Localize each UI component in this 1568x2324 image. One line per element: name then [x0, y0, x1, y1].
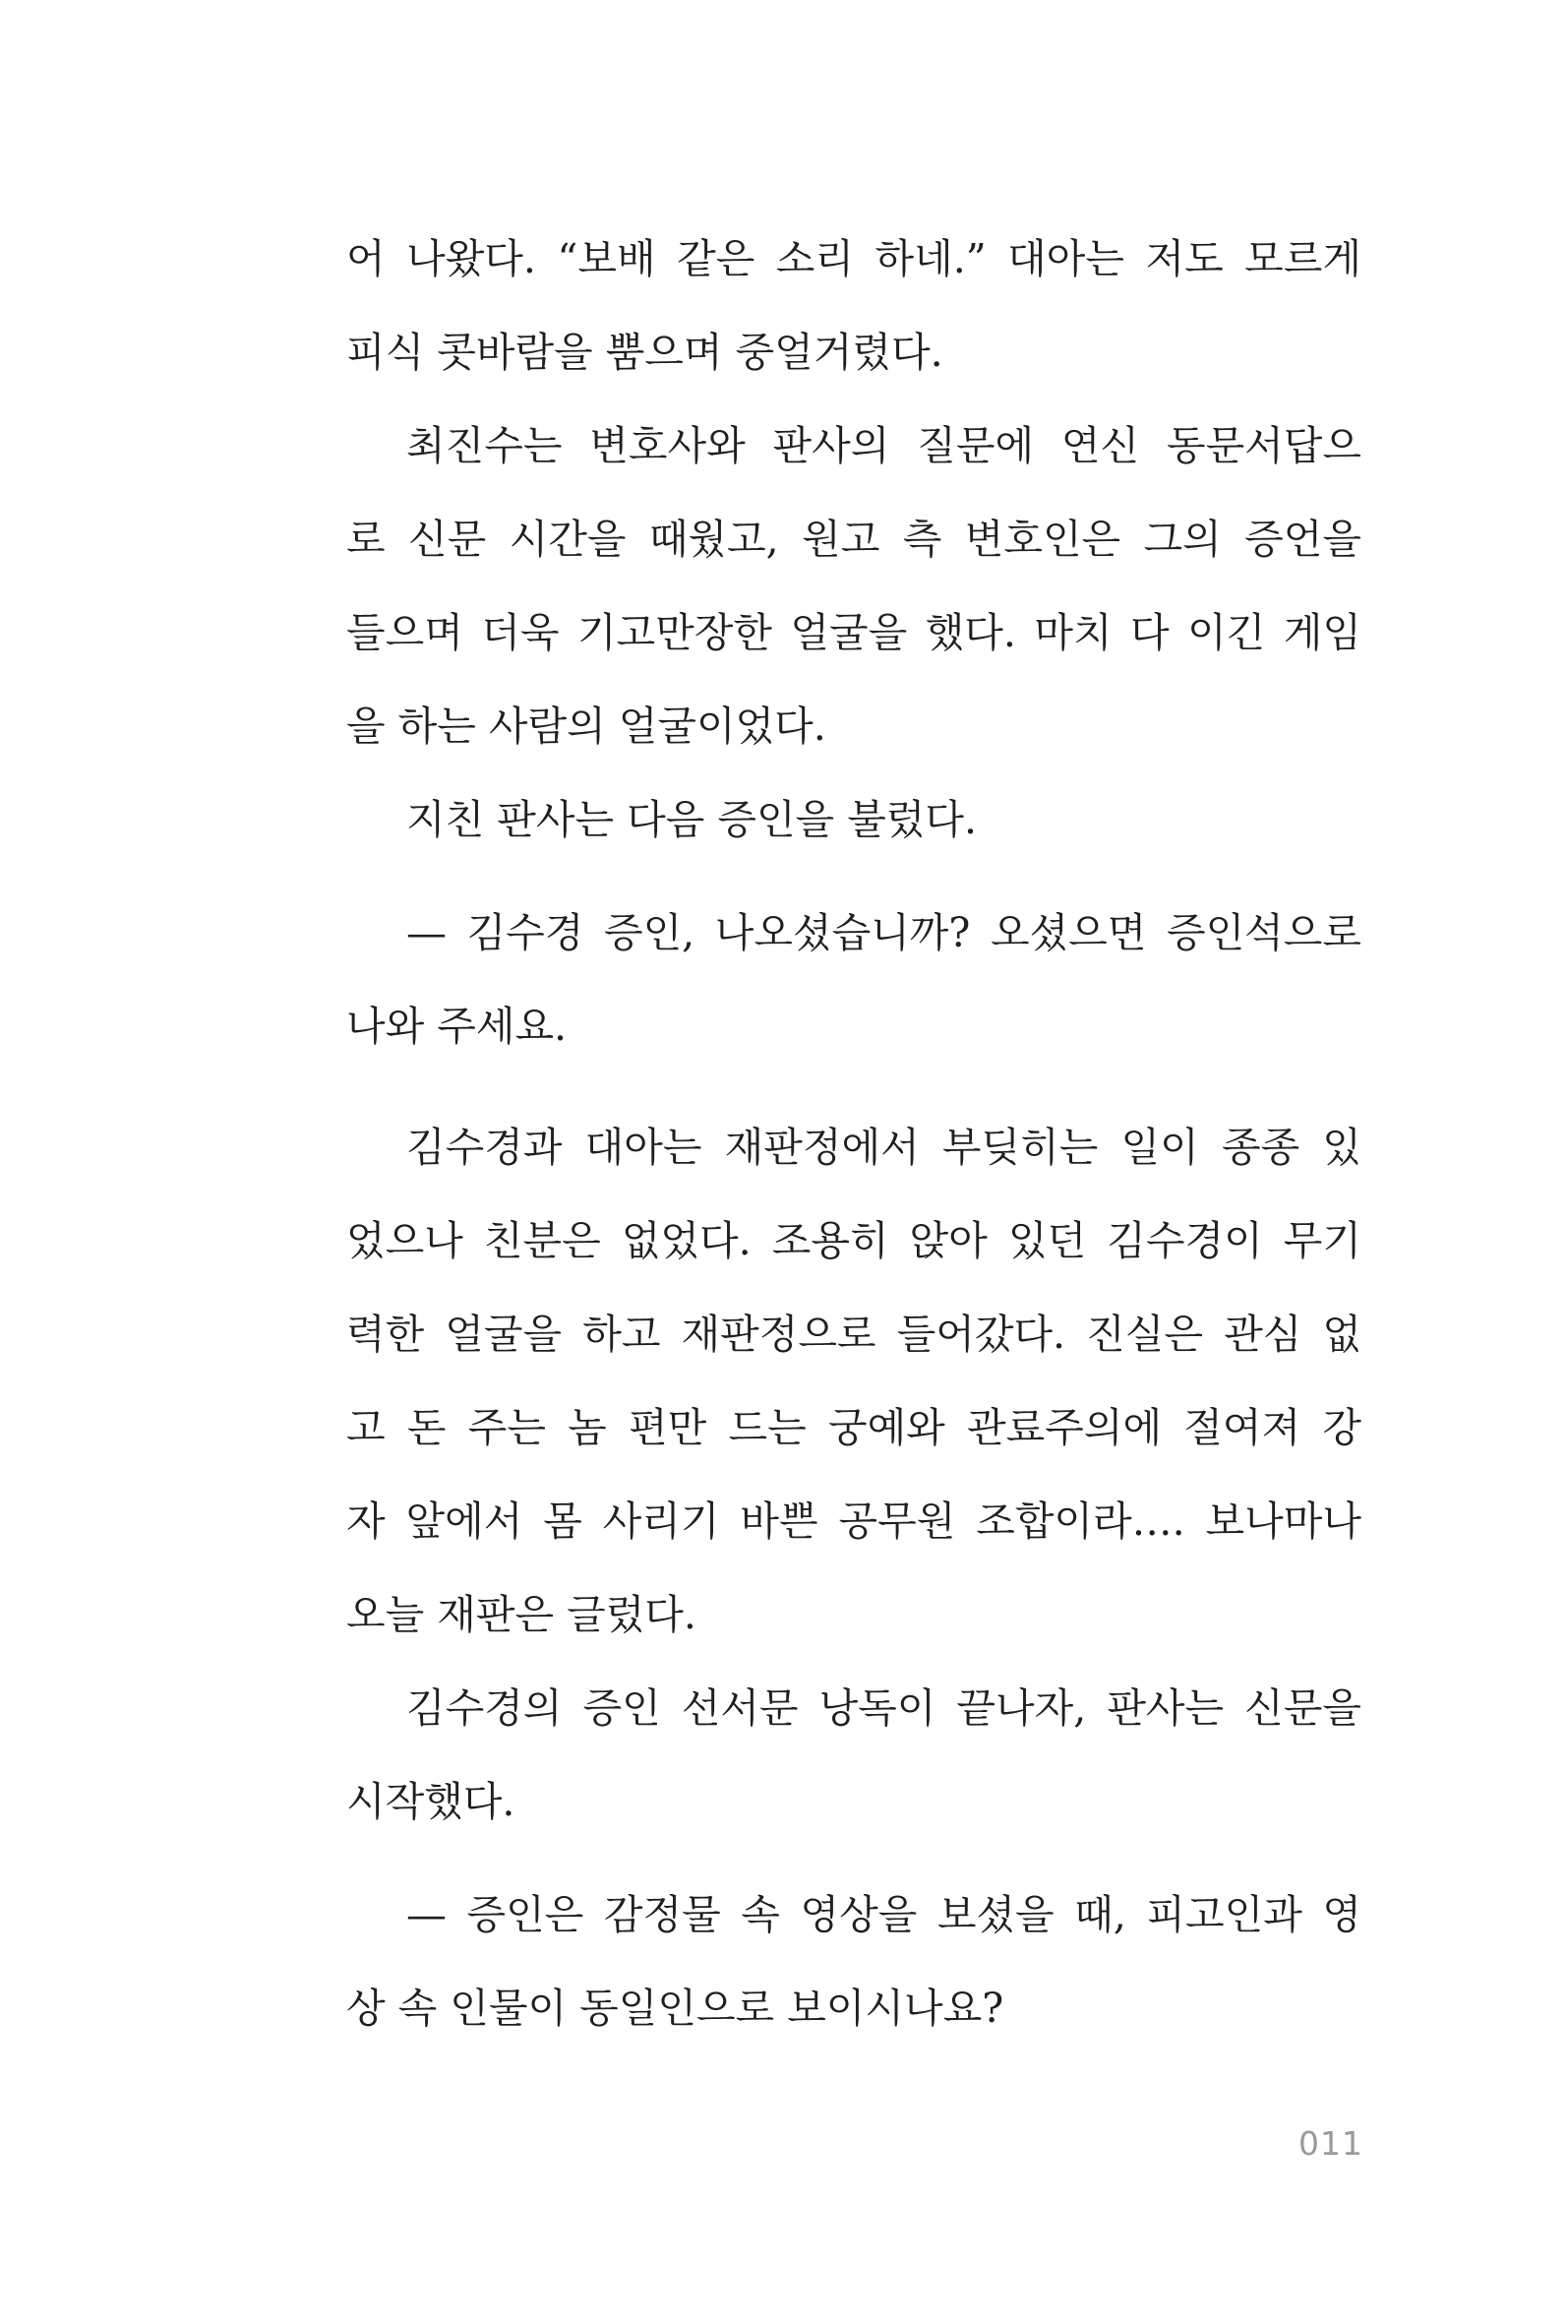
dialogue-line: — 증인은 감정물 속 영상을 보셨을 때, 피고인과 영 — [406, 1891, 1361, 1938]
text-line: 김수경과 대아는 재판정에서 부딪히는 일이 종종 있 — [406, 1124, 1361, 1171]
dialogue-line: 나와 주세요. — [346, 1003, 568, 1050]
text-line: 력한 얼굴을 하고 재판정으로 들어갔다. 진실은 관심 없 — [346, 1311, 1361, 1358]
text-line: 피식 콧바람을 뿜으며 중얼거렸다. — [346, 329, 943, 376]
text-line: 고 돈 주는 놈 편만 드는 궁예와 관료주의에 절여져 강 — [346, 1404, 1361, 1451]
text-line: 들으며 더욱 기고만장한 얼굴을 했다. 마치 다 이긴 게임 — [346, 609, 1361, 656]
text-line: 자 앞에서 몸 사리기 바쁜 공무원 조합이라…. 보나마나 — [346, 1498, 1361, 1545]
text-line: 김수경의 증인 선서문 낭독이 끝나자, 판사는 신문을 — [406, 1684, 1361, 1732]
text-line: 었으나 친분은 없었다. 조용히 앉아 있던 김수경이 무기 — [346, 1217, 1361, 1264]
page-number: 011 — [1298, 2124, 1363, 2163]
text-line: 시작했다. — [346, 1778, 515, 1825]
text-line: 로 신문 시간을 때웠고, 원고 측 변호인은 그의 증언을 — [346, 516, 1361, 563]
text-line: 오늘 재판은 글렀다. — [346, 1591, 696, 1638]
text-line: 지친 판사는 다음 증인을 불렀다. — [406, 796, 978, 843]
text-line: 최진수는 변호사와 판사의 질문에 연신 동문서답으 — [406, 422, 1361, 469]
text-line: 어 나왔다. “보배 같은 소리 하네.” 대아는 저도 모르게 — [346, 235, 1361, 282]
text-line: 을 하는 사람의 얼굴이었다. — [346, 703, 826, 750]
dialogue-line: — 김수경 증인, 나오셨습니까? 오셨으면 증인석으로 — [406, 909, 1361, 956]
dialogue-line: 상 속 인물이 동일인으로 보이시나요? — [346, 1985, 1004, 2032]
